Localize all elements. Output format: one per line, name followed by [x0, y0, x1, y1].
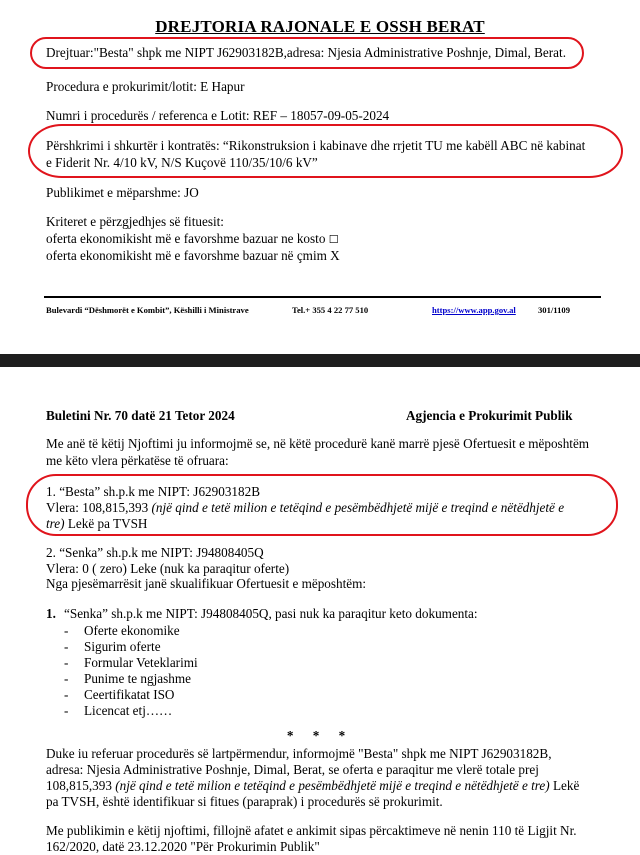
criteria-cost-label: oferta ekonomikisht më e favorshme bazuar ne kosto — [46, 231, 326, 246]
footer-address: Bulevardi “Dëshmorët e Kombit”, Këshilli i Ministrave — [46, 305, 249, 315]
bidder-1-value-prefix: Vlera: 108,815,393 — [46, 500, 152, 515]
doc-list-item: - Licencat etj…… — [64, 703, 173, 718]
doc-list-item-label: Punime te ngjashme — [84, 671, 191, 686]
page-title: DREJTORIA RAJONALE E OSSH BERAT — [155, 17, 485, 36]
conclusion-currency: Lekë — [549, 778, 580, 793]
contract-description-line-1: Përshkrimi i shkurtër i kontratës: “Rikonstruksion i kabinave dhe rrjetit TU me kabëll ABC në kabinat — [46, 138, 586, 153]
bidder-2-line: 2. “Senka” sh.p.k me NIPT: J94808405Q — [46, 545, 264, 560]
bidder-2-value: Vlera: 0 ( zero) Leke (nuk ka paraqitur oferte) — [46, 561, 290, 576]
doc-list-item: - Punime te ngjashme — [64, 671, 191, 686]
bidder-1-value-words-1: (një qind e tetë milion e tetëqind e pesëmbëdhjetë mijë e treqind e nëtëdhjetë e — [151, 500, 565, 515]
checkbox-empty-icon: ☐ — [328, 233, 339, 246]
doc-list-item-label: Oferte ekonomike — [84, 623, 180, 638]
conclusion-amount-words: (një qind e tetë milion e tetëqind e pesëmbëdhjetë mijë e treqind e nëtëdhjetë e tre) — [115, 778, 550, 793]
bidder-1-value-suffix: Lekë pa TVSH — [64, 516, 148, 531]
highlight-oval-bidder-1 — [26, 474, 618, 536]
criteria-title: Kriteret e përzgjedhjes së fituesit: — [46, 214, 224, 229]
doc-list-item: - Formular Veteklarimi — [64, 655, 198, 670]
conclusion-amount: 108,815,393 — [46, 778, 116, 793]
disqualified-intro: Nga pjesëmarrësit janë skualifikuar Ofertuesit e mëposhtëm: — [46, 576, 367, 591]
footer-divider — [44, 296, 601, 298]
doc-list-item-label: Formular Veteklarimi — [84, 655, 198, 670]
footer-url-link[interactable]: https://www.app.gov.al — [432, 305, 516, 315]
criteria-cost — [46, 231, 339, 248]
disqualified-number: 1. — [46, 606, 56, 621]
intro-line-2: me këto vlera përkatëse të ofruara: — [46, 453, 229, 468]
intro-line-1: Me anë të këtij Njoftimi ju informojmë se, në këtë procedurë kanë marrë pjesë Ofertuesit e mëposhtëm — [46, 436, 590, 451]
appeal-line-2: 162/2020, datë 23.12.2020 "Për Prokurimin Publik" — [46, 839, 320, 854]
conclusion-line-4: pa TVSH, është identifikuar si fitues (paraprak) i procedurës së prokurimit. — [46, 794, 443, 809]
conclusion-line-1: Duke iu referuar procedurës së lartpërmendur, informojmë "Besta" shpk me NIPT J62903182B, — [46, 746, 552, 761]
bulletin-heading: Buletini Nr. 70 datë 21 Tetor 2024 — [46, 408, 235, 423]
bidder-1-value-words-2: tre) — [46, 516, 65, 531]
footer-link[interactable] — [432, 305, 516, 315]
doc-list-item: - Oferte ekonomike — [64, 623, 180, 638]
procedure-reference: Numri i procedurës / referenca e Lotit: REF – 18057-09-05-2024 — [46, 108, 390, 123]
procedure-type: Procedura e prokurimit/lotit: E Hapur — [46, 79, 245, 94]
agency-heading: Agjencia e Prokurimit Publik — [406, 408, 573, 423]
bidder-1-line: 1. “Besta” sh.p.k me NIPT: J62903182B — [46, 484, 260, 499]
footer-phone: Tel.+ 355 4 22 77 510 — [292, 305, 369, 315]
appeal-line-1: Me publikimin e këtij njoftimi, fillojnë afatet e ankimit sipas përcaktimeve në nenin 110 të Ligjit Nr. — [46, 823, 577, 838]
doc-list-item-label: Licencat etj…… — [84, 703, 173, 718]
conclusion-line-3 — [46, 778, 579, 794]
highlight-oval-addressee — [30, 37, 584, 69]
page-separator — [0, 354, 640, 367]
doc-list-item: - Sigurim oferte — [64, 639, 161, 654]
footer-page-number: 301/1109 — [538, 305, 570, 315]
previous-publications: Publikimet e mëparshme: JO — [46, 185, 199, 200]
conclusion-line-2: adresa: Njesia Administrative Poshnje, Dimal, Berat, se oferta e paraqitur me vlerë totale prej — [46, 762, 539, 777]
doc-list-item-label: Ceertifikatat ISO — [84, 687, 175, 702]
highlight-oval-description — [28, 124, 623, 178]
section-stars: * * * — [286, 728, 354, 743]
doc-list-item-label: Sigurim oferte — [84, 639, 161, 654]
doc-list-item: - Ceertifikatat ISO — [64, 687, 175, 702]
addressee-line: Drejtuar:"Besta" shpk me NIPT J62903182B,adresa: Njesia Administrative Poshnje, Dimal, Berat. — [46, 45, 566, 60]
criteria-price: oferta ekonomikisht më e favorshme bazuar në çmim X — [46, 248, 340, 263]
contract-description-line-2: e Fiderit Nr. 4/10 kV, N/S Kuçovë 110/35/10/6 kV” — [46, 155, 318, 170]
disqualified-line: “Senka” sh.p.k me NIPT: J94808405Q, pasi nuk ka paraqitur keto dokumenta: — [64, 606, 478, 621]
